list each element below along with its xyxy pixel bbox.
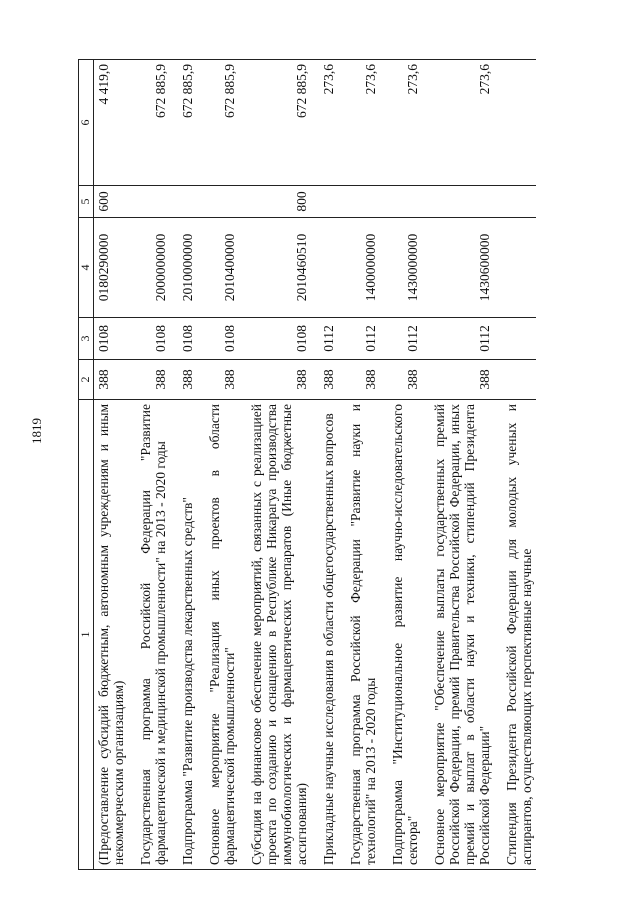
amount-cell: 672 885,9 <box>239 60 311 186</box>
admin-code-cell: 388 <box>128 360 170 400</box>
table-row <box>311 60 338 870</box>
admin-code-cell: 388 <box>380 360 422 400</box>
amount-cell: 672 885,9 <box>170 60 197 186</box>
target-code-cell: 2000000000 <box>128 218 170 318</box>
section-code-cell <box>494 318 536 360</box>
row-name-cell: Государственная программа Российской Федерации "Развитие фармацевтической и медицинской промышленности" на 2013 - 2020 годы <box>128 400 170 870</box>
page-number: 1819 <box>29 418 44 444</box>
admin-code-cell: 388 <box>94 360 129 400</box>
row-name-cell: Подпрограмма "Институциональное развитие научно-исследовательского сектора" <box>380 400 422 870</box>
amount-cell: 4 419,0 <box>94 60 129 186</box>
column-header: 4 <box>79 218 94 318</box>
column-header: 2 <box>79 360 94 400</box>
row-name-cell: (Предоставление субсидий бюджетным, автономным учреждениям и иным некоммерческим организациям) <box>94 400 129 870</box>
section-code-cell: 0112 <box>380 318 422 360</box>
table-row <box>128 60 170 870</box>
target-code-cell: 2010000000 <box>170 218 197 318</box>
target-code-cell <box>311 218 338 318</box>
section-code-cell: 0112 <box>311 318 338 360</box>
table-row <box>94 60 129 870</box>
table-body <box>94 60 537 870</box>
column-number-header <box>79 60 94 870</box>
expense-type-cell <box>311 186 338 218</box>
expense-type-cell <box>494 186 536 218</box>
expense-type-cell <box>422 186 494 218</box>
table-row <box>197 60 239 870</box>
amount-cell: 273,6 <box>338 60 380 186</box>
section-code-cell: 0108 <box>170 318 197 360</box>
table-row <box>170 60 197 870</box>
row-name-cell: Основное мероприятие "Реализация иных проектов в области фармацевтической промышленности" <box>197 400 239 870</box>
row-name-cell: Субсидия на финансовое обеспечение мероприятий, связанных с реализацией проекта по созданию и оснащению в Республике Никарагуа производства иммунобиологических и фармацевтических препаратов (Иные бюджетные ассигнования) <box>239 400 311 870</box>
table-row <box>338 60 380 870</box>
admin-code-cell: 388 <box>239 360 311 400</box>
expense-type-cell <box>380 186 422 218</box>
admin-code-cell: 388 <box>338 360 380 400</box>
row-name-cell: Основное мероприятие "Обеспечение выплаты государственных премий Российской Федерации, премий Правительства Российской Федерации, иных премий и выплат в области науки и техники, стипендий Президента Российской Федерации" <box>422 400 494 870</box>
column-header: 1 <box>79 400 94 870</box>
column-header: 6 <box>79 60 94 186</box>
target-code-cell: 1400000000 <box>338 218 380 318</box>
expense-type-cell: 800 <box>239 186 311 218</box>
table-row <box>239 60 311 870</box>
expense-type-cell <box>170 186 197 218</box>
amount-cell: 273,6 <box>311 60 338 186</box>
target-code-cell: 1430000000 <box>380 218 422 318</box>
column-header: 5 <box>79 186 94 218</box>
admin-code-cell <box>494 360 536 400</box>
section-code-cell: 0108 <box>197 318 239 360</box>
amount-cell: 672 885,9 <box>128 60 170 186</box>
target-code-cell: 2010460510 <box>239 218 311 318</box>
target-code-cell: 1430600000 <box>422 218 494 318</box>
section-code-cell: 0112 <box>422 318 494 360</box>
section-code-cell: 0108 <box>128 318 170 360</box>
expense-type-cell <box>128 186 170 218</box>
row-name-cell: Государственная программа Российской Федерации "Развитие науки и технологий" на 2013 - 2020 годы <box>338 400 380 870</box>
target-code-cell: 2010400000 <box>197 218 239 318</box>
table-row <box>494 60 536 870</box>
amount-cell: 273,6 <box>422 60 494 186</box>
target-code-cell: 0180290000 <box>94 218 129 318</box>
section-code-cell: 0112 <box>338 318 380 360</box>
admin-code-cell: 388 <box>170 360 197 400</box>
admin-code-cell: 388 <box>311 360 338 400</box>
section-code-cell: 0108 <box>94 318 129 360</box>
column-header: 3 <box>79 318 94 360</box>
row-name-cell: Подпрограмма "Развитие производства лекарственных средств" <box>170 400 197 870</box>
expense-type-cell: 600 <box>94 186 129 218</box>
amount-cell <box>494 60 536 186</box>
section-code-cell: 0108 <box>239 318 311 360</box>
amount-cell: 273,6 <box>380 60 422 186</box>
admin-code-cell: 388 <box>422 360 494 400</box>
row-name-cell: Прикладные научные исследования в области общегосударственных вопросов <box>311 400 338 870</box>
table-row <box>422 60 494 870</box>
target-code-cell <box>494 218 536 318</box>
expense-type-cell <box>338 186 380 218</box>
table-row <box>380 60 422 870</box>
expense-type-cell <box>197 186 239 218</box>
amount-cell: 672 885,9 <box>197 60 239 186</box>
budget-table <box>78 59 536 870</box>
rotated-page-content <box>78 60 598 870</box>
row-name-cell: Стипендия Президента Российской Федерации для молодых ученых и аспирантов, осуществляющих перспективные научные <box>494 400 536 870</box>
admin-code-cell: 388 <box>197 360 239 400</box>
